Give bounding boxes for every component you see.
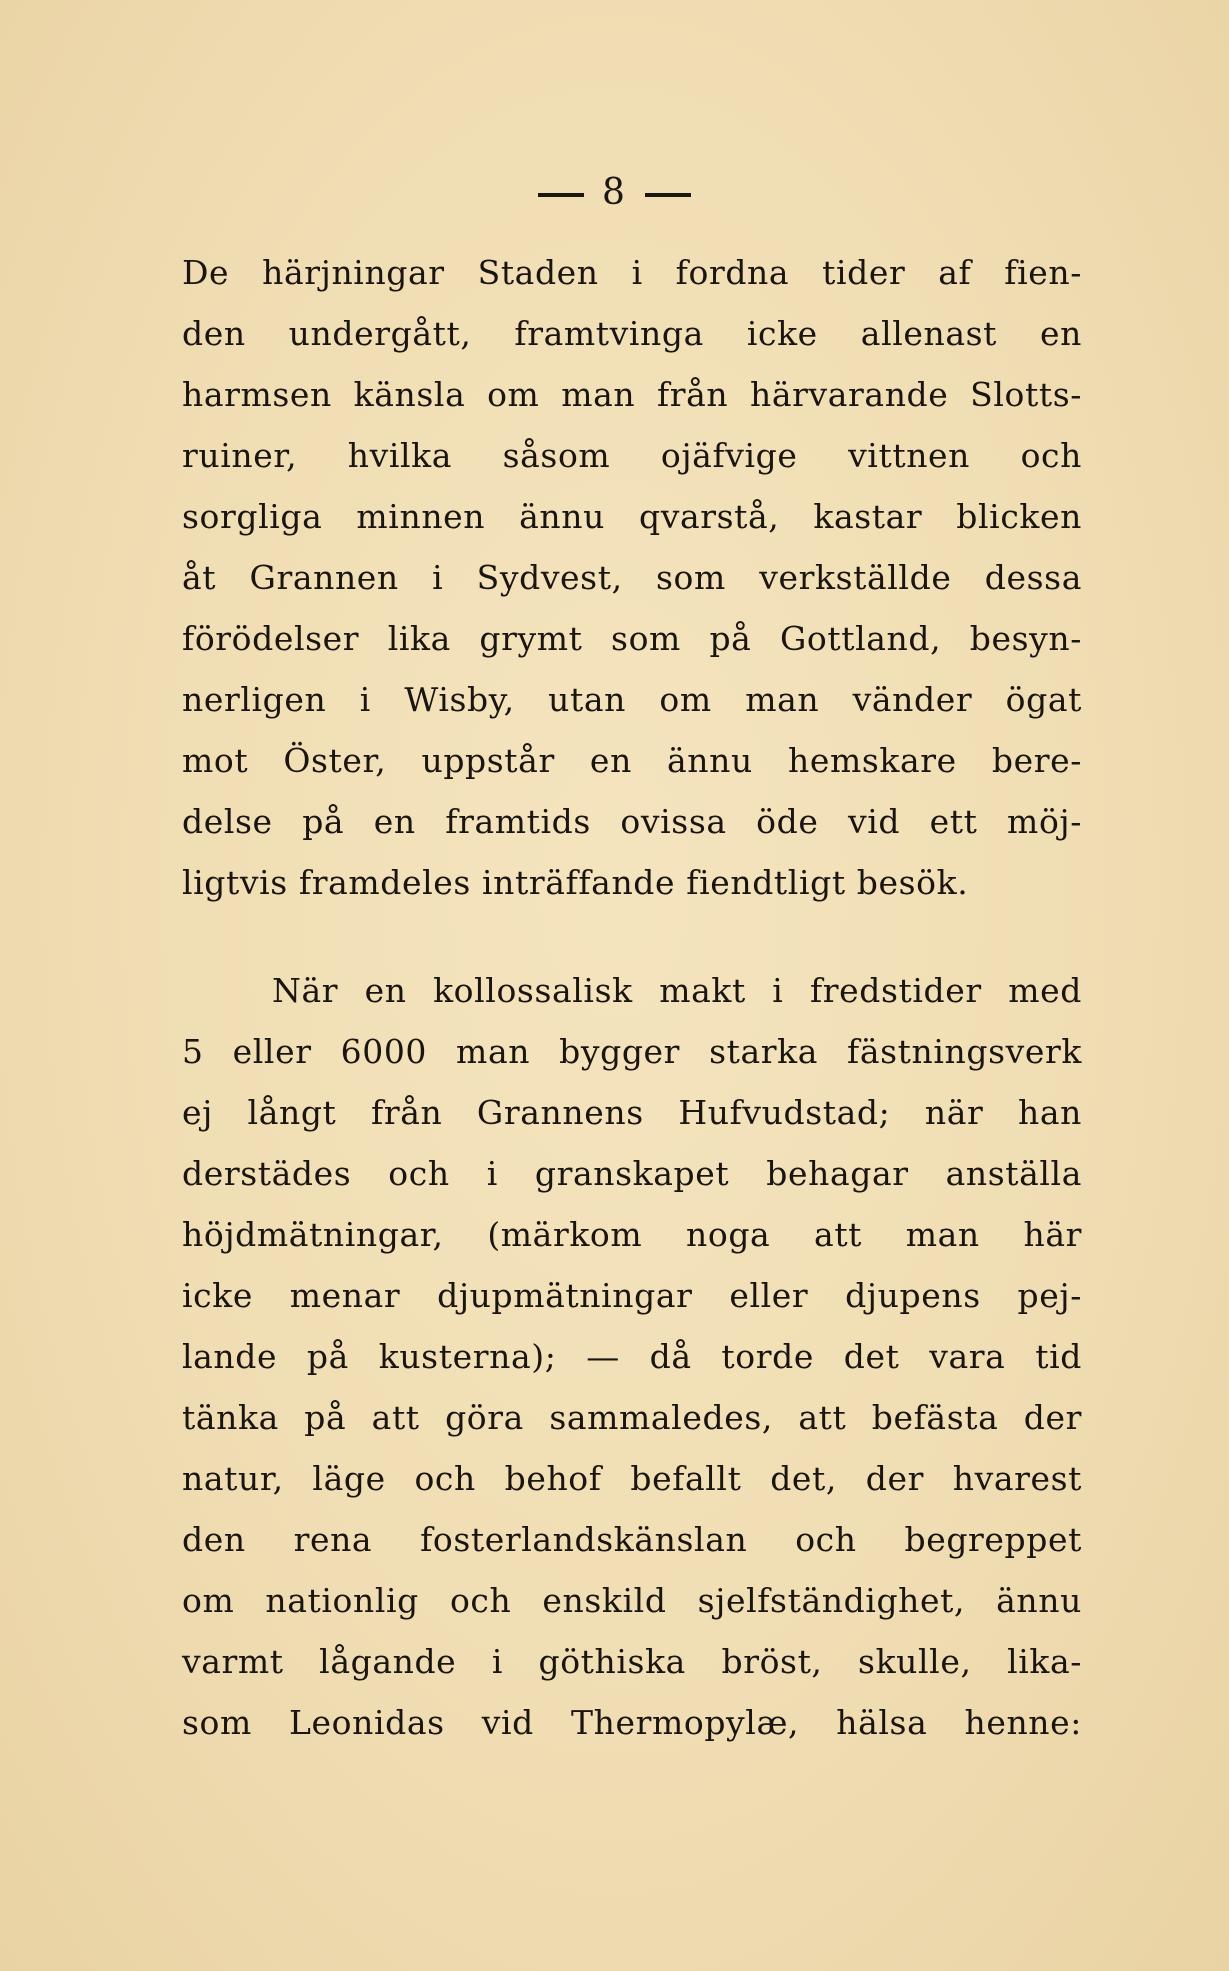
- text-line: natur, läge och behof befallt det, der hvarest: [182, 1459, 1082, 1498]
- text-line: mot Öster, uppstår en ännu hemskare bere-: [182, 741, 1082, 780]
- text-line: förödelser lika grymt som på Gottland, besyn-: [182, 619, 1082, 658]
- text-line: De härjningar Staden i fordna tider af fien-: [182, 253, 1082, 292]
- paragraph-2: [182, 960, 1082, 1753]
- text-line: lande på kusterna); — då torde det vara tid: [182, 1337, 1082, 1376]
- text-line: ej långt från Grannens Hufvudstad; när han: [182, 1093, 1082, 1132]
- text-line: tänka på att göra sammaledes, att befästa der: [182, 1398, 1082, 1437]
- text-line: 5 eller 6000 man bygger starka fästningsverk: [182, 1032, 1082, 1071]
- text-line: När en kollossalisk makt i fredstider med: [272, 971, 1082, 1010]
- page-number: [0, 172, 1229, 213]
- page-number-dash-right: [645, 193, 691, 197]
- text-line: den undergått, framtvinga icke allenast en: [182, 314, 1082, 353]
- page-number-text: 8: [602, 172, 627, 213]
- text-line: harmsen känsla om man från härvarande Slotts-: [182, 375, 1082, 414]
- text-line: nerligen i Wisby, utan om man vänder ögat: [182, 680, 1082, 719]
- text-line: icke menar djupmätningar eller djupens pej-: [182, 1276, 1082, 1315]
- text-line: derstädes och i granskapet behagar anställa: [182, 1154, 1082, 1193]
- paragraph-1: [182, 242, 1082, 913]
- text-line: den rena fosterlandskänslan och begreppet: [182, 1520, 1082, 1559]
- page-number-dash-left: [538, 193, 584, 197]
- text-line: åt Grannen i Sydvest, som verkställde dessa: [182, 558, 1082, 597]
- text-line: varmt lågande i göthiska bröst, skulle, lika-: [182, 1642, 1082, 1681]
- text-line: höjdmätningar, (märkom noga att man här: [182, 1215, 1082, 1254]
- text-line: som Leonidas vid Thermopylæ, hälsa henne:: [182, 1703, 1082, 1742]
- text-line: ruiner, hvilka såsom ojäfvige vittnen och: [182, 436, 1082, 475]
- text-line: sorgliga minnen ännu qvarstå, kastar blicken: [182, 497, 1082, 536]
- text-line: delse på en framtids ovissa öde vid ett möj-: [182, 802, 1082, 841]
- text-line: om nationlig och enskild sjelfständighet, ännu: [182, 1581, 1082, 1620]
- text-line: ligtvis framdeles inträffande fiendtligt besök.: [182, 863, 969, 902]
